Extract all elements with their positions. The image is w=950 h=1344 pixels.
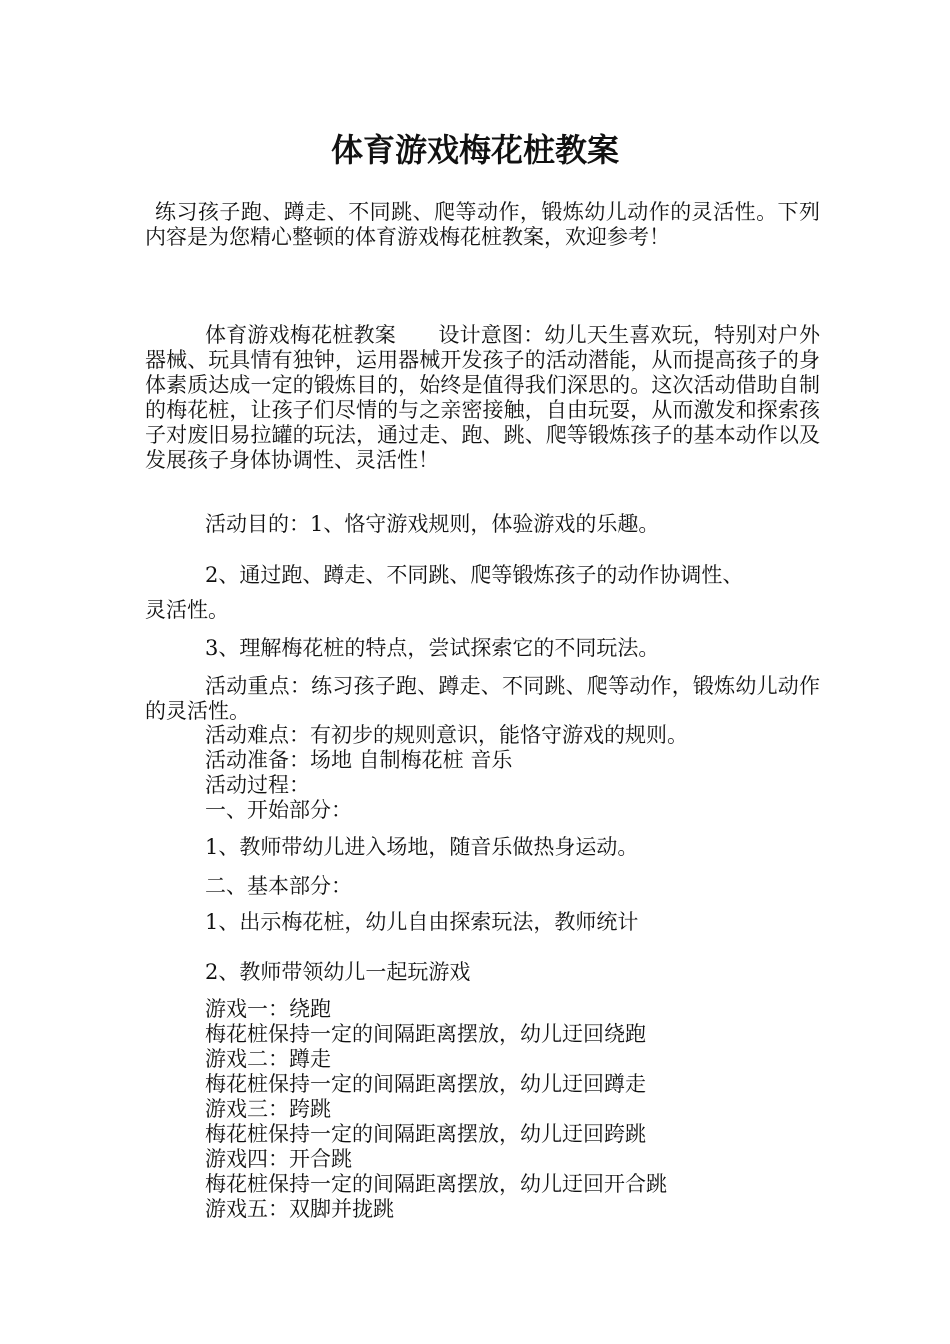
game-3-title: 游戏三：跨跳	[205, 1097, 331, 1121]
document-title: 体育游戏梅花桩教案	[330, 131, 619, 169]
preparation: 活动准备：场地 自制梅花桩 音乐	[205, 748, 513, 772]
goal-1: 活动目的：1、恪守游戏规则，体验游戏的乐趣。	[205, 512, 660, 536]
goal-2-line-2: 灵活性。	[145, 598, 229, 622]
design-intent-paragraph: 体育游戏梅花桩教案 设计意图：幼儿天生喜欢玩，特别对户外器械、玩具情有独钟，运用器械开发孩子的活动潜能，从而提高孩子的身体素质达成一定的锻炼目的，始终是值得我们深思的。这次活动借助自制的梅花桩，让孩子们尽情的与之亲密接触，自由玩耍，从而激发和探索孩子对废旧易拉罐的玩法，通过走、跑、跳、爬等锻炼孩子的基本动作以及发展孩子身体协调性、灵活性！	[145, 323, 820, 472]
game-3-desc: 梅花桩保持一定的间隔距离摆放，幼儿迂回跨跳	[205, 1122, 646, 1146]
game-1-title: 游戏一：绕跑	[205, 997, 331, 1021]
part-1-step-1: 1、教师带幼儿进入场地，随音乐做热身运动。	[205, 835, 639, 859]
game-4-title: 游戏四：开合跳	[205, 1147, 352, 1171]
part-2-step-1: 1、出示梅花桩，幼儿自由探索玩法，教师统计	[205, 910, 639, 934]
game-5-title: 游戏五：双脚并拢跳	[205, 1197, 394, 1221]
goal-3: 3、理解梅花桩的特点，尝试探索它的不同玩法。	[205, 636, 660, 660]
intro-paragraph: 练习孩子跑、蹲走、不同跳、爬等动作，锻炼幼儿动作的灵活性。下列内容是为您精心整顿的体育游戏梅花桩教案，欢迎参考！	[145, 200, 820, 249]
key-point-paragraph: 活动重点：练习孩子跑、蹲走、不同跳、爬等动作，锻炼幼儿动作的灵活性。	[145, 674, 820, 723]
process-heading: 活动过程：	[205, 773, 310, 797]
difficulty: 活动难点：有初步的规则意识，能恪守游戏的规则。	[205, 723, 688, 747]
goal-2-line-1: 2、通过跑、蹲走、不同跳、爬等锻炼孩子的动作协调性、	[205, 563, 744, 587]
game-2-desc: 梅花桩保持一定的间隔距离摆放，幼儿迂回蹲走	[205, 1072, 646, 1096]
part-2-heading: 二、基本部分：	[205, 874, 352, 898]
part-1-heading: 一、开始部分：	[205, 798, 352, 822]
game-1-desc: 梅花桩保持一定的间隔距离摆放，幼儿迂回绕跑	[205, 1022, 646, 1046]
part-2-step-2: 2、教师带领幼儿一起玩游戏	[205, 960, 471, 984]
game-2-title: 游戏二：蹲走	[205, 1047, 331, 1071]
game-4-desc: 梅花桩保持一定的间隔距离摆放，幼儿迂回开合跳	[205, 1172, 667, 1196]
